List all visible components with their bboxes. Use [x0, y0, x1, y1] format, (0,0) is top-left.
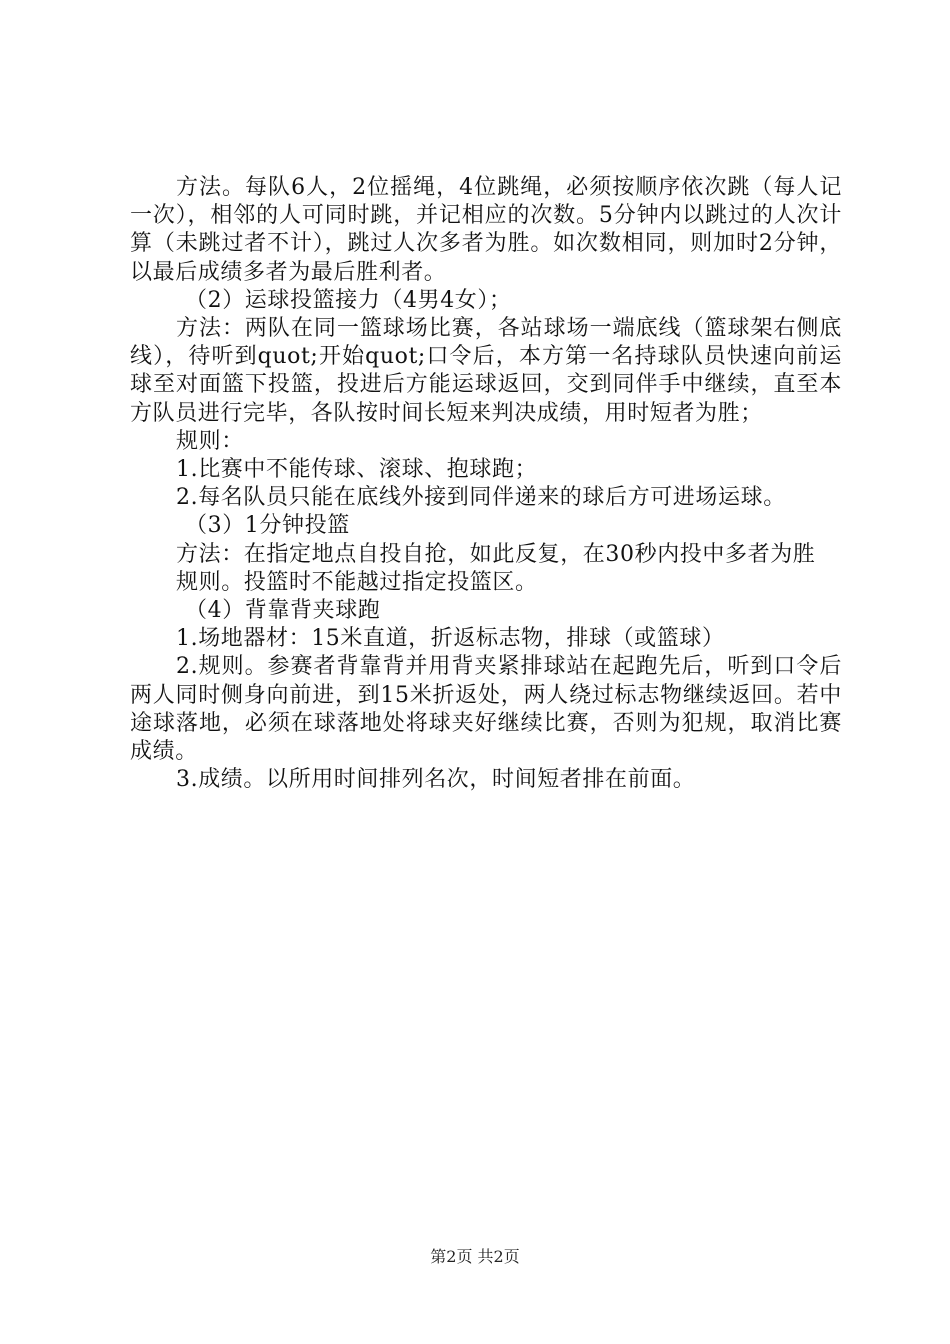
paragraph-rule-shooting: 规则。投篮时不能越过指定投篮区。	[176, 569, 538, 595]
heading-relay-dribble: （2）运球投篮接力（4男4女）；	[185, 287, 512, 313]
paragraph-method-shooting: 方法：在指定地点自投自抢，如此反复，在30秒内投中多者为胜	[176, 541, 816, 567]
rule-item-1: 1.比赛中不能传球、滚球、抱球跑；	[176, 457, 538, 483]
heading-back-to-back: （4）背靠背夹球跑	[185, 598, 381, 624]
item-equipment: 1.场地器材：15米直道，折返标志物，排球（或篮球）	[176, 626, 725, 652]
paragraph-method-jump-rope: 方法。每队6人，2位摇绳，4位跳绳，必须按顺序依次跳（每人记一次），相邻的人可同时跳，并记相应的次数。5分钟内以跳过的人次计算（未跳过者不计），跳过人次多者为胜。如次数相同，则加时2分钟，以最后成绩多者为最后胜利者。	[130, 175, 842, 285]
item-scoring: 3.成绩。以所用时间排列名次，时间短者排在前面。	[176, 767, 696, 793]
document-body	[130, 174, 842, 794]
paragraph-method-relay: 方法：两队在同一篮球场比赛，各站球场一端底线（篮球架右侧底线），待听到quot;开始quot;口令后，本方第一名持球队员快速向前运球至对面篮下投篮，投进后方能运球返回，交到同伴手中继续，直至本方队员进行完毕，各队按时间长短来判决成绩，用时短者为胜；	[130, 316, 842, 426]
rule-item-2: 2.每名队员只能在底线外接到同伴递来的球后方可进场运球。	[176, 485, 786, 511]
item-rules-back-to-back: 2.规则。参赛者背靠背并用背夹紧排球站在起跑先后，听到口令后两人同时侧身向前进，到15米折返处，两人绕过标志物继续返回。若中途球落地，必须在球落地处将球夹好继续比赛，否则为犯规，取消比赛成绩。	[130, 654, 842, 765]
heading-rules: 规则：	[176, 428, 244, 454]
page-number-footer: 第2页 共2页	[430, 1247, 520, 1266]
heading-one-minute-shooting: （3）1分钟投篮	[185, 513, 350, 539]
